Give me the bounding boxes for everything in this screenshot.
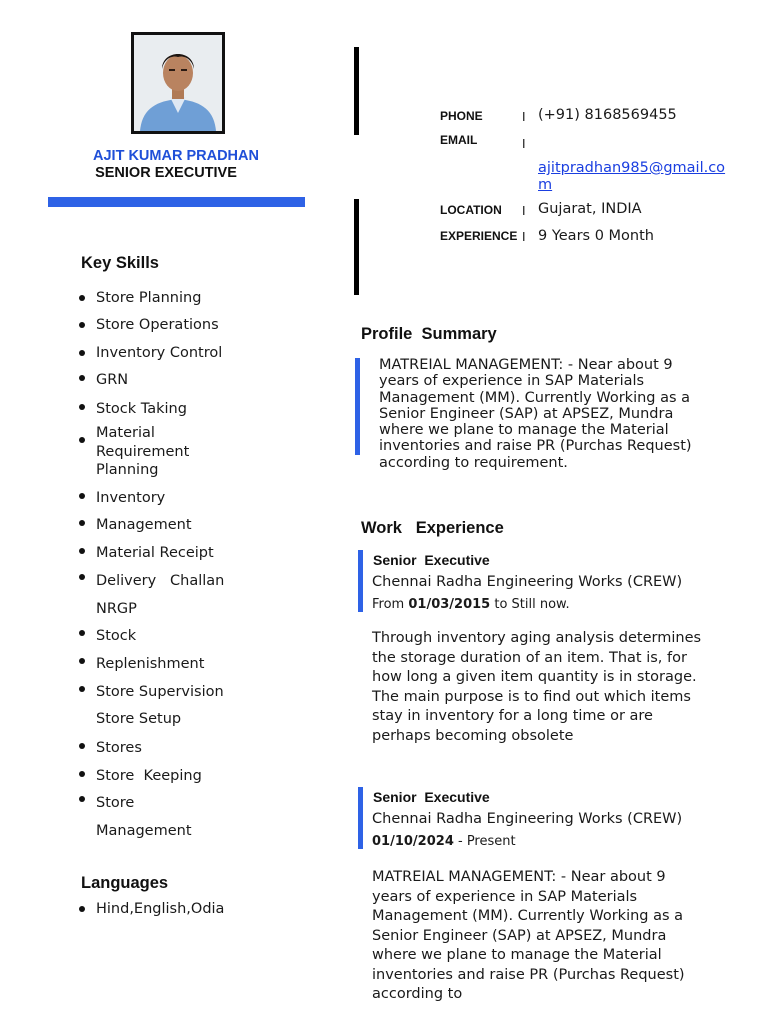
key-skills-heading: Key Skills — [81, 254, 159, 272]
job-dates: 01/10/2024 - Present — [372, 834, 516, 849]
work-experience-heading: Work Experience — [361, 519, 504, 537]
list-item: NRGP — [96, 601, 137, 617]
experience-label: EXPERIENCE — [440, 229, 518, 243]
profile-summary-text: MATREIAL MANAGEMENT: - Near about 9 years of experience in SAP Materials Management (MM). Currently Working as a Senior Engineer (SAP) at APSEZ, Mundra where we plane to manage the Material inventories and raise PR (Purchas Request) according to requirement. — [379, 357, 692, 471]
list-item: Inventory — [96, 489, 165, 508]
list-item: Material Receipt — [96, 544, 214, 563]
list-item: GRN — [96, 371, 128, 390]
email-link[interactable]: ajitpradhan985@gmail.com — [538, 160, 726, 193]
list-item: Management — [96, 823, 192, 839]
location-label: LOCATION — [440, 203, 502, 217]
list-item: Inventory Control — [96, 344, 222, 363]
job-title: Senior Executive — [373, 552, 490, 568]
contact-divider-bottom — [354, 199, 359, 295]
list-item: Management — [96, 516, 192, 535]
email-label: EMAIL — [440, 133, 478, 147]
list-item: Store Operations — [96, 316, 219, 335]
phone-label: PHONE — [440, 109, 483, 123]
languages-heading: Languages — [81, 874, 169, 892]
candidate-title: SENIOR EXECUTIVE — [95, 165, 237, 181]
list-item: Hind,English,Odia — [96, 900, 224, 919]
experience-separator: I — [522, 230, 526, 244]
list-item: Store Planning — [96, 289, 201, 308]
profile-summary-heading: Profile Summary — [361, 325, 497, 343]
person-photo-icon — [134, 35, 222, 131]
job-dates: From 01/03/2015 to Still now. — [372, 597, 570, 612]
job-company: Chennai Radha Engineering Works (CREW) — [372, 574, 683, 590]
contact-divider-top — [354, 47, 359, 135]
phone-value: (+91) 8168569455 — [538, 107, 677, 123]
job-description: MATREIAL MANAGEMENT: - Near about 9 years of experience in SAP Materials Management (MM). Currently Working as a Senior Engineer (SAP) at APSEZ, Mundra where we plane to manage the Material inventories and raise PR (Purchas Request) according to — [372, 869, 685, 1002]
phone-separator: I — [522, 110, 526, 124]
list-item: Delivery Challan — [96, 572, 224, 591]
candidate-name: AJIT KUMAR PRADHAN — [93, 148, 259, 164]
header-divider — [48, 197, 305, 207]
experience-value: 9 Years 0 Month — [538, 228, 654, 244]
list-item: Store — [96, 794, 134, 813]
list-item: Store Keeping — [96, 767, 202, 786]
job-title: Senior Executive — [373, 789, 490, 805]
list-item: Stock — [96, 627, 136, 646]
list-item: Stock Taking — [96, 400, 187, 419]
job-company: Chennai Radha Engineering Works (CREW) — [372, 811, 683, 827]
list-item: Replenishment — [96, 655, 204, 674]
job-description: Through inventory aging analysis determines the storage duration of an item. That is, for how long a given item quantity is in storage. The main purpose is to find out which items stay in inventory for a long time or are perhaps becoming obsolete — [372, 630, 702, 744]
location-separator: I — [522, 204, 526, 218]
location-value: Gujarat, INDIA — [538, 201, 642, 217]
profile-accent-bar — [355, 358, 360, 455]
job-accent-bar — [358, 550, 363, 612]
list-item: Stores — [96, 739, 142, 758]
list-item: Material Requirement Planning — [96, 424, 236, 480]
job-accent-bar — [358, 787, 363, 849]
list-item: Store Setup — [96, 711, 182, 727]
list-item: Store Supervision — [96, 683, 224, 702]
profile-photo — [131, 32, 225, 134]
email-separator: I — [522, 137, 526, 151]
